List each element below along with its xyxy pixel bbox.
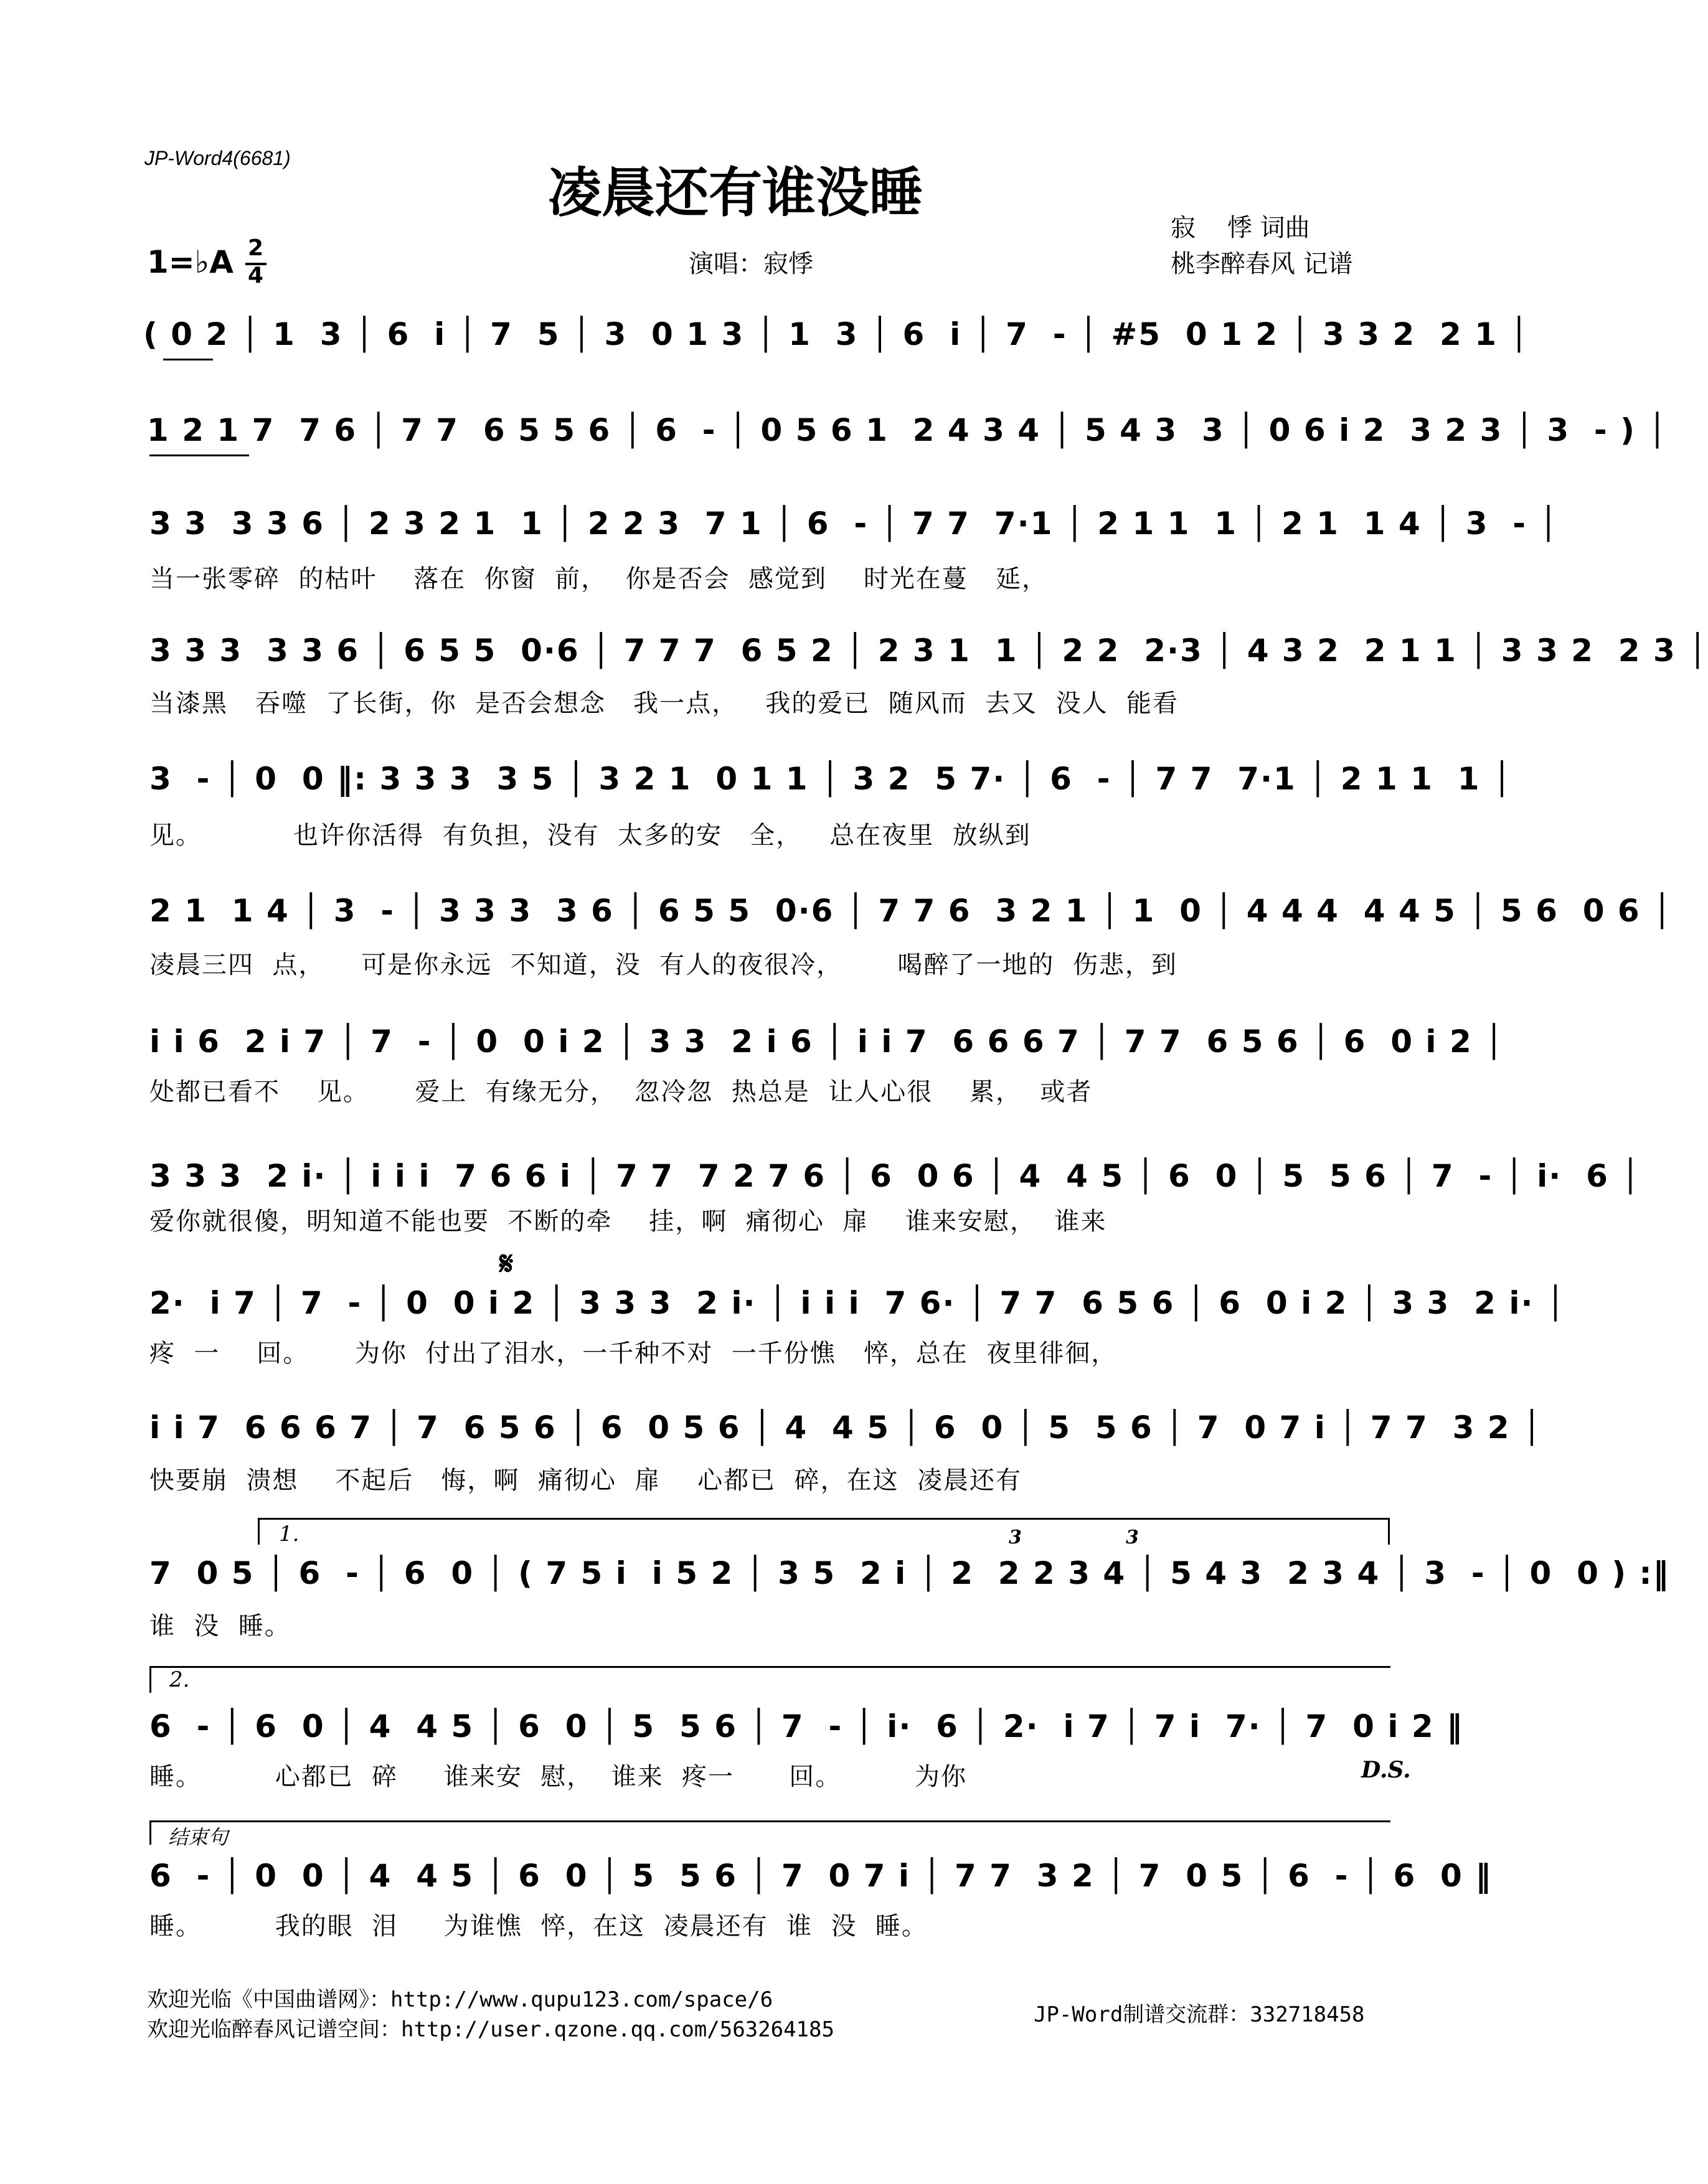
- lyric-line-8: 爱你就很傻，明知道不能也要 不断的牵 挂，啊 痛彻心 扉 谁来安慰， 谁来: [149, 1207, 1107, 1236]
- lyricist-composer: 寂 悸 词曲: [1171, 214, 1310, 242]
- notation-line-6: 2 1 1 4 │ 3 - │ 3 3 3 3 6 │ 6 5 5 0·6 │ 7 7 6 3 2 1 │ 1 0 │ 4 4 4 4 4 5 │ 5 6 0 6 │: [149, 893, 1673, 929]
- notation-line-4: 3 3 3 3 3 6 │ 6 5 5 0·6 │ 7 7 7 6 5 2 │ 2 3 1 1 │ 2 2 2·3 │ 4 3 2 2 1 1 │ 3 3 2 2 3 │: [149, 633, 1708, 669]
- notation-line-7: i i 6 2 i 7 │ 7 - │ 0 0 i 2 │ 3 3 2 i 6 │ i i 7 6 6 6 7 │ 7 7 6 5 6 │ 6 0 i 2 │: [149, 1024, 1505, 1060]
- notation-line-11: 7 0 5 │ 6 - │ 6 0 │ ( 7 5 i i 5 2 │ 3 5 2 i │ 2 2 2 3 4 │ 5 4 3 2 3 4 │ 3 - │ 0 0 ) :‖: [149, 1555, 1670, 1591]
- second-ending-bracket: [149, 1666, 1390, 1693]
- lyric-line-6: 凌晨三四 点， 可是你永远 不知道，没 有人的夜很冷， 喝醉了一地的 伤悲，到: [149, 951, 1177, 979]
- key-signature: 1=♭A: [147, 244, 234, 280]
- second-ending-label: 2.: [169, 1667, 190, 1692]
- lyric-line-11: 谁 没 睡。: [149, 1612, 291, 1640]
- notation-line-3: 3 3 3 3 6 │ 2 3 2 1 1 │ 2 2 3 7 1 │ 6 - │ 7 7 7·1 │ 2 1 1 1 │ 2 1 1 4 │ 3 - │: [149, 506, 1559, 542]
- segno-sign: 𝄋: [499, 1245, 514, 1283]
- song-title: 凌晨还有谁没睡: [548, 162, 923, 224]
- notation-line-12: 6 - │ 6 0 │ 4 4 5 │ 6 0 │ 5 5 6 │ 7 - │ i· 6 │ 2· i 7 │ 7 i 7· │ 7 0 i 2 ‖: [149, 1708, 1464, 1744]
- triplet-mark: 3: [1009, 1527, 1022, 1548]
- singer: 演唱：寂悸: [689, 250, 813, 278]
- beam: [149, 454, 249, 456]
- notation-line-2: 1 2 1 7 7 6 │ 7 7 6 5 5 6 │ 6 - │ 0 5 6 1 2 4 3 4 │ 5 4 3 3 │ 0 6 i 2 3 2 3 │ 3 - ) │: [147, 412, 1668, 448]
- lyric-line-9: 疼 一 回。 为你 付出了泪水，一千种不对 一千份憔 悴，总在 夜里徘徊，: [149, 1339, 1118, 1368]
- beam: [163, 359, 213, 360]
- notation-line-13: 6 - │ 0 0 │ 4 4 5 │ 6 0 │ 5 5 6 │ 7 0 7 i │ 7 7 3 2 │ 7 0 5 │ 6 - │ 6 0 ‖: [149, 1858, 1493, 1894]
- coda-bracket: [149, 1820, 1390, 1845]
- lyric-line-10: 快要崩 溃想 不起后 悔，啊 痛彻心 扉 心都已 碎，在这 凌晨还有: [149, 1466, 1022, 1495]
- time-signature-top: 2: [248, 235, 264, 261]
- first-ending-label: 1.: [279, 1522, 300, 1546]
- lyric-line-7: 处都已看不 见。 爱上 有缘无分， 忽冷忽 热总是 让人心很 累， 或者: [149, 1078, 1093, 1106]
- lyric-line-12: 睡。 心都已 碎 谁来安 慰， 谁来 疼一 回。 为你: [149, 1763, 968, 1791]
- dal-segno-mark: D.S.: [1361, 1757, 1411, 1783]
- footer-link-2[interactable]: 欢迎光临醉春风记谱空间：http://user.qzone.qq.com/563264185: [147, 2017, 834, 2042]
- lyric-line-3: 当一张零碎 的枯叶 落在 你窗 前， 你是否会 感觉到 时光在蔓 延，: [149, 565, 1049, 593]
- notation-line-1: ( 0 2 │ 1 3 │ 6 i │ 7 5 │ 3 0 1 3 │ 1 3 │ 6 i │ 7 - │ #5 0 1 2 │ 3 3 2 2 1 │: [143, 316, 1530, 352]
- time-signature-bottom: 4: [248, 263, 264, 288]
- lyric-line-5: 见。 也许你活得 有负担，没有 太多的安 全， 总在夜里 放纵到: [149, 821, 1031, 850]
- notation-line-10: i i 7 6 6 6 7 │ 7 6 5 6 │ 6 0 5 6 │ 4 4 5 │ 6 0 │ 5 5 6 │ 7 0 7 i │ 7 7 3 2 │: [149, 1410, 1543, 1446]
- coda-label: 结束句: [168, 1825, 229, 1849]
- triplet-mark: 3: [1126, 1527, 1139, 1548]
- qq-group: JP-Word制谱交流群：332718458: [1034, 2002, 1365, 2027]
- footer-link-1[interactable]: 欢迎光临《中国曲谱网》：http://www.qupu123.com/space/6: [147, 1987, 773, 2012]
- lyric-line-13: 睡。 我的眼 泪 为谁憔 悴，在这 凌晨还有 谁 没 睡。: [149, 1912, 928, 1941]
- first-ending-bracket: [258, 1518, 1390, 1545]
- transcriber: 桃李醉春风 记谱: [1171, 250, 1353, 278]
- notation-line-8: 3 3 3 2 i· │ i i i 7 6 6 i │ 7 7 7 2 7 6 │ 6 0 6 │ 4 4 5 │ 6 0 │ 5 5 6 │ 7 - │ i· 6 │: [149, 1158, 1641, 1194]
- lyric-line-4: 当漆黑 吞噬 了长街，你 是否会想念 我一点， 我的爱已 随风而 去又 没人 能看: [149, 689, 1179, 718]
- software-version: JP-Word4(6681): [144, 147, 291, 169]
- notation-line-9: 2· i 7 │ 7 - │ 0 0 i 2 │ 3 3 3 2 i· │ i i i 7 6· │ 7 7 6 5 6 │ 6 0 i 2 │ 3 3 2 i· │: [149, 1285, 1566, 1321]
- notation-line-5: 3 - │ 0 0 ‖: 3 3 3 3 5 │ 3 2 1 0 1 1 │ 3 2 5 7· │ 6 - │ 7 7 7·1 │ 2 1 1 1 │: [149, 761, 1513, 797]
